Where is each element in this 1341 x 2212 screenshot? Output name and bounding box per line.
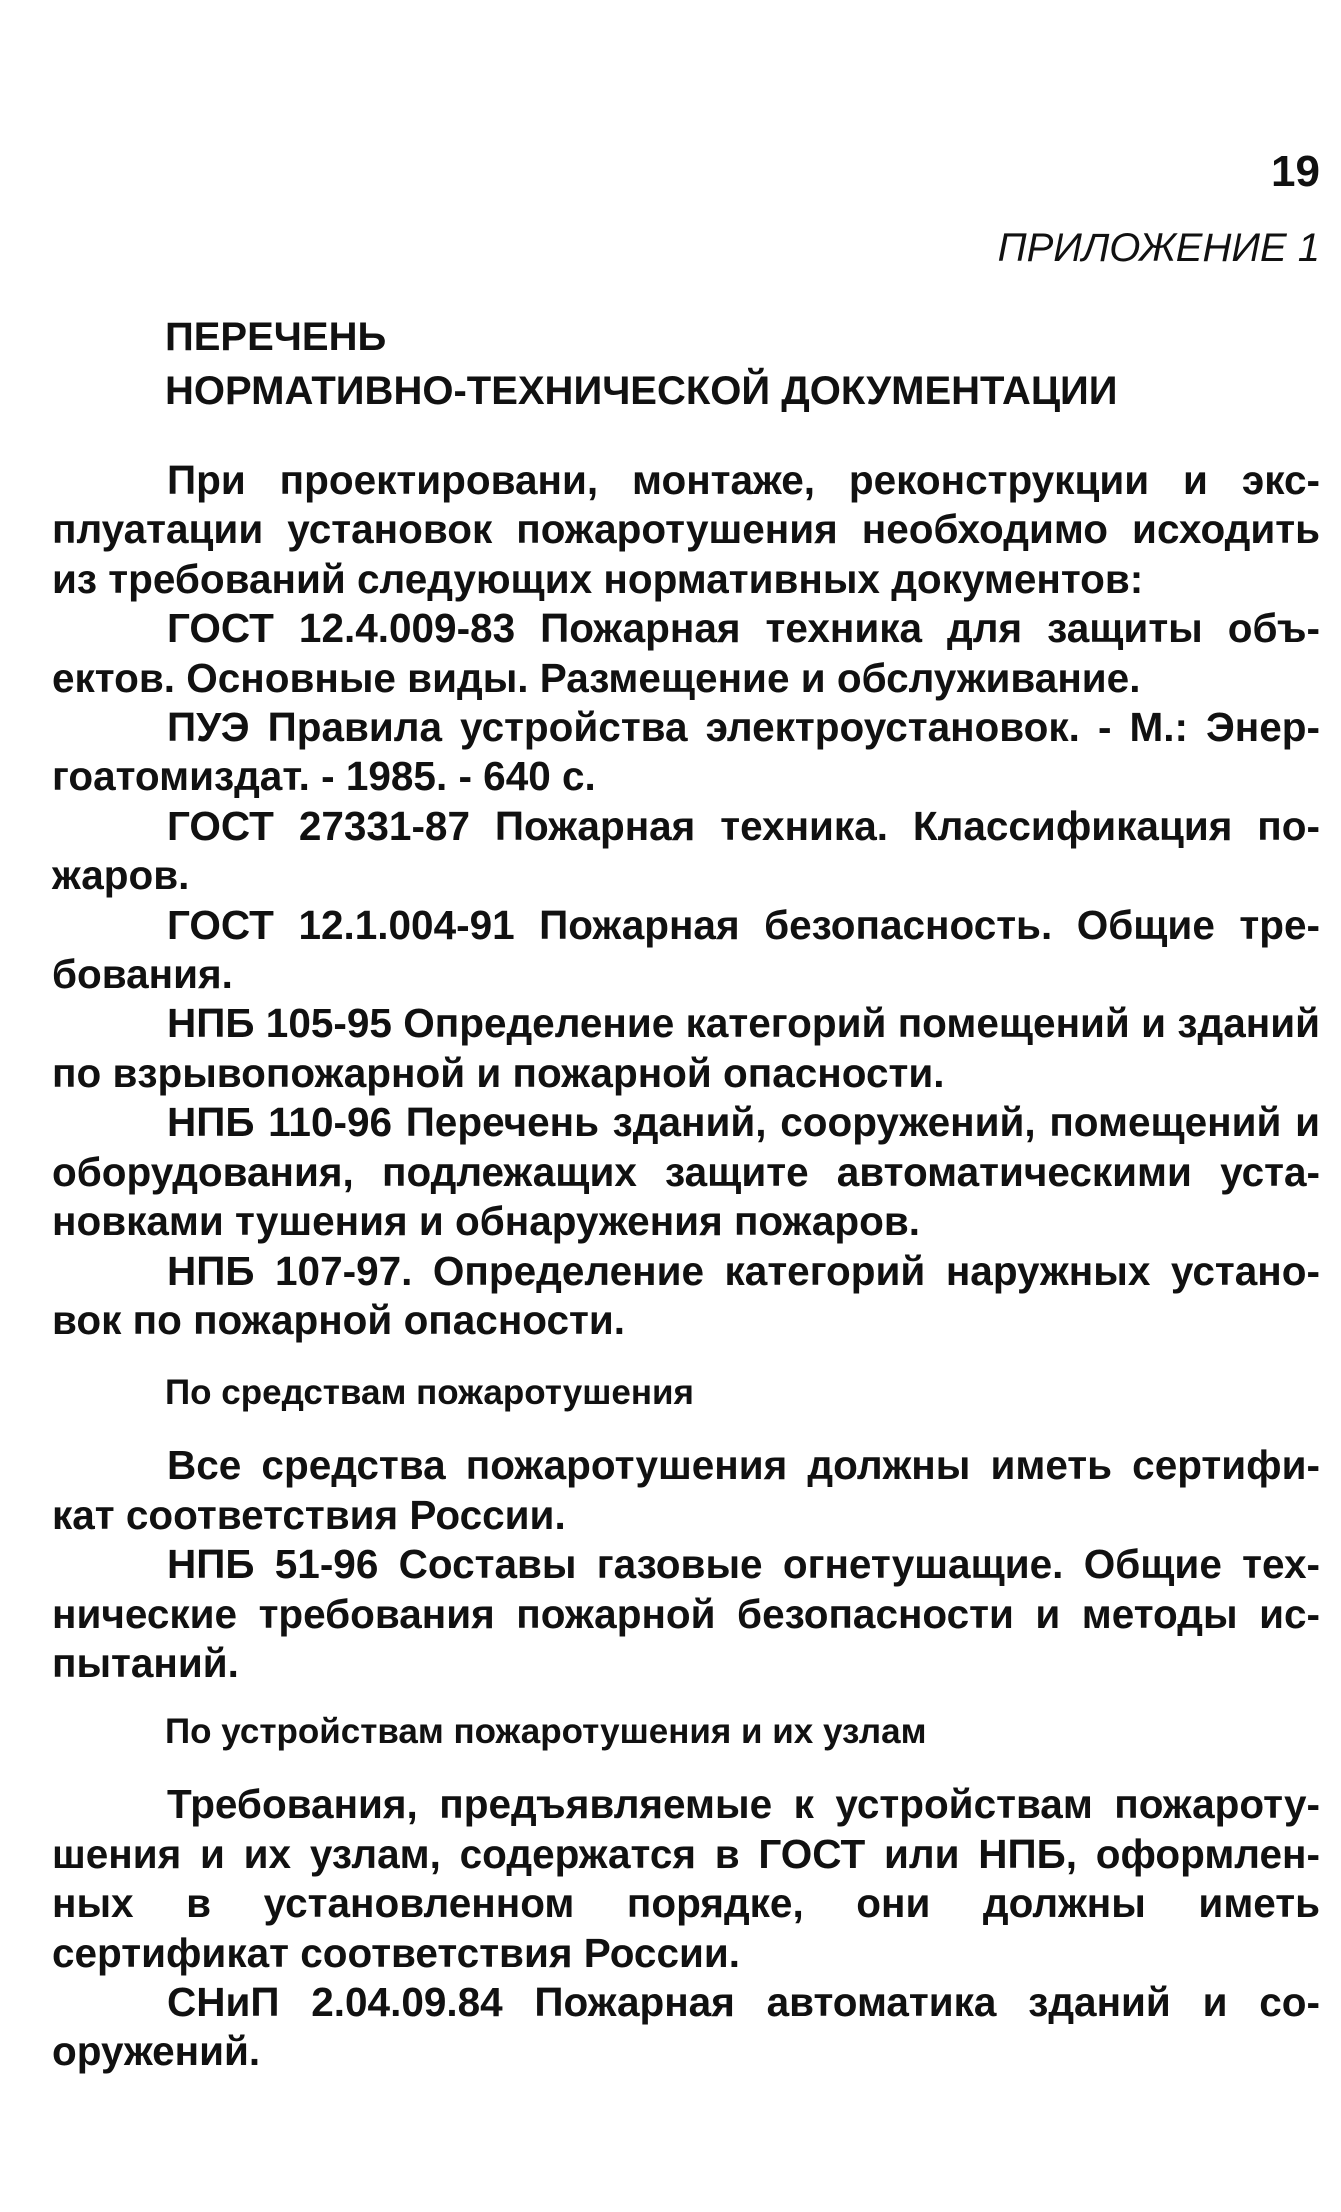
title-line-2: НОРМАТИВНО-ТЕХНИЧЕСКОЙ ДОКУМЕНТАЦИИ	[165, 369, 1118, 413]
reference-gost-27331-87: ГОСТ 27331-87 Пожарная техника. Классификация пожаров.	[52, 802, 1320, 899]
reference-npb-105-95: НПБ 105-95 Определение категорий помещений и зданий по взрывопожарной и пожарной опасности.	[52, 1000, 1320, 1096]
reference-gost-12-4-009-83: ГОСТ 12.4.009-83 Пожарная техника для защиты объектов. Основные виды. Размещение и обслуживание.	[52, 605, 1320, 701]
section-paragraph: Требования, предъявляемые к устройствам пожаротушения и их узлам, содержатся в ГОСТ или НПБ, оформленных в установленном порядке, они должны иметь сертификат соответствия России.	[52, 1781, 1320, 1976]
reference-pue: ПУЭ Правила устройства электроустановок. - М.: Энергоатомиздат. - 1985. - 640 с.	[52, 704, 1320, 800]
reference-gost-12-1-004-91: ГОСТ 12.1.004-91 Пожарная безопасность. Общие требования.	[52, 901, 1320, 998]
reference-npb-107-97: НПБ 107-97. Определение категорий наружных установок по пожарной опасности.	[52, 1247, 1320, 1343]
reference-npb-51-96: НПБ 51-96 Составы газовые огнетушащие. Общие технические требования пожарной безопасности и методы испытаний.	[52, 1541, 1320, 1686]
document-page	[52, 147, 1320, 2077]
reference-npb-110-96: НПБ 110-96 Перечень зданий, сооружений, помещений и оборудования, подлежащих защите автоматическими установками тушения и обнаружения пожаров.	[52, 1099, 1320, 1245]
section-extinguishing-devices	[52, 1780, 1320, 2076]
section-heading-extinguishing-devices: По устройствам пожаротушения и их узлам	[165, 1712, 927, 1752]
reference-snip-2-04-09-84: СНиП 2.04.09.84 Пожарная автоматика зданий и сооружений.	[52, 1978, 1320, 2075]
section-extinguishing-agents	[52, 1441, 1320, 1688]
intro-paragraph: При проектировани, монтаже, реконструкции и эксплуатации установок пожаротушения необходимо исходить из требований следующих нормативных документов:	[52, 457, 1320, 602]
document-title	[165, 310, 1320, 418]
section-paragraph: Все средства пожаротушения должны иметь сертификат соответствия России.	[52, 1442, 1320, 1538]
page-number: 19	[1271, 147, 1320, 196]
intro-section	[52, 456, 1320, 1345]
appendix-label: ПРИЛОЖЕНИЕ 1	[997, 226, 1320, 270]
title-line-1: ПЕРЕЧЕНЬ	[165, 315, 387, 359]
section-heading-extinguishing-agents: По средствам пожаротушения	[165, 1373, 694, 1413]
